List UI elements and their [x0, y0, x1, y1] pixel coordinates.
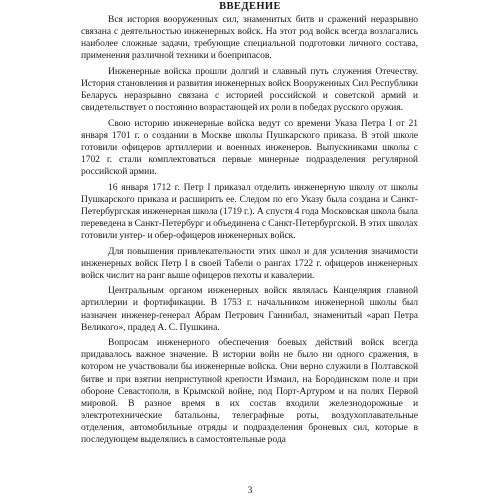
- paragraph-3: Свою историю инженерные войска ведут со времени Указа Петра I от 21 января 1701 г. о создании в Москве школы Пушкарского приказа. В этой школе готовили офицеров артиллерии и военных инженеров. Выпускниками школы с 1702 г. стали комплектоваться первые минерные подразделения регулярной российской армии.: [81, 117, 418, 178]
- paragraph-5: Для повышения привлекательности этих школ и для усиления значимости инженерных войск Петр I в своей Табели о рангах 1722 г. офицеров инженерных войск числит на ранг выше офицеров пехоты и кавалерии.: [81, 245, 418, 281]
- page-number: 3: [247, 486, 253, 496]
- page-title: ВВЕДЕНИЕ: [219, 1, 281, 12]
- paragraph-7: Вопросам инженерного обеспечения боевых действий войск всегда придавалось важное значение. В истории войн не было ни одного сражения, в котором не участвовали бы инженерные войска. Они верно служили в Полтавской битве и при взятии неприступной крепости Измаил, на Бородинском поле и при обороне Севастополя, в Крымской войне, под Порт-Артуром и на полях Первой мировой. В разное время в их состав входили железнодорожные и электротехнические батальоны, телеграфные роты, воздухоплавательные отделения, автомобильные отряды и подразделения броневых сил, которые в последующем выделялись в самостоятельные рода: [81, 337, 418, 446]
- document-body: [81, 14, 418, 450]
- paragraph-4: 16 января 1712 г. Петр I приказал отделить инженерную школу от школы Пушкарского приказа и расширить ее. Следом по его Указу была создана и Санкт-Петербургская инженерная школа (1719 г.). А спустя 4 года Московская школа была переведена в Санкт-Петербург и объединена с Санкт-Петербургской. В этих школах готовили унтер- и обер-офицеров инженерных войск.: [81, 181, 418, 242]
- paragraph-6: Центральным органом инженерных войск являлась Канцелярия главной артиллерии и фортификации. В 1753 г. начальником инженерной школы был назначен инженер-генерал Абрам Петрович Ганнибал, знаменитый «арап Петра Великого», прадед А. С. Пушкина.: [81, 285, 418, 333]
- paragraph-2: Инженерные войска прошли долгий и славный путь служения Отечеству. История становления и развития инженерных войск Вооруженных Сил Республики Беларусь неразрывно связана с историей российской и советской армий и свидетельствует о постоянно возрастающей их роли в победах русского оружия.: [81, 65, 418, 114]
- paragraph-1: Вся история вооруженных сил, знаменитых битв и сражений неразрывно связана с деятельностью инженерных войск. На этот род войск всегда возлагались наиболее сложные задачи, требующие специальной подготовки личного состава, применения различной техники и боеприпасов.: [81, 14, 418, 62]
